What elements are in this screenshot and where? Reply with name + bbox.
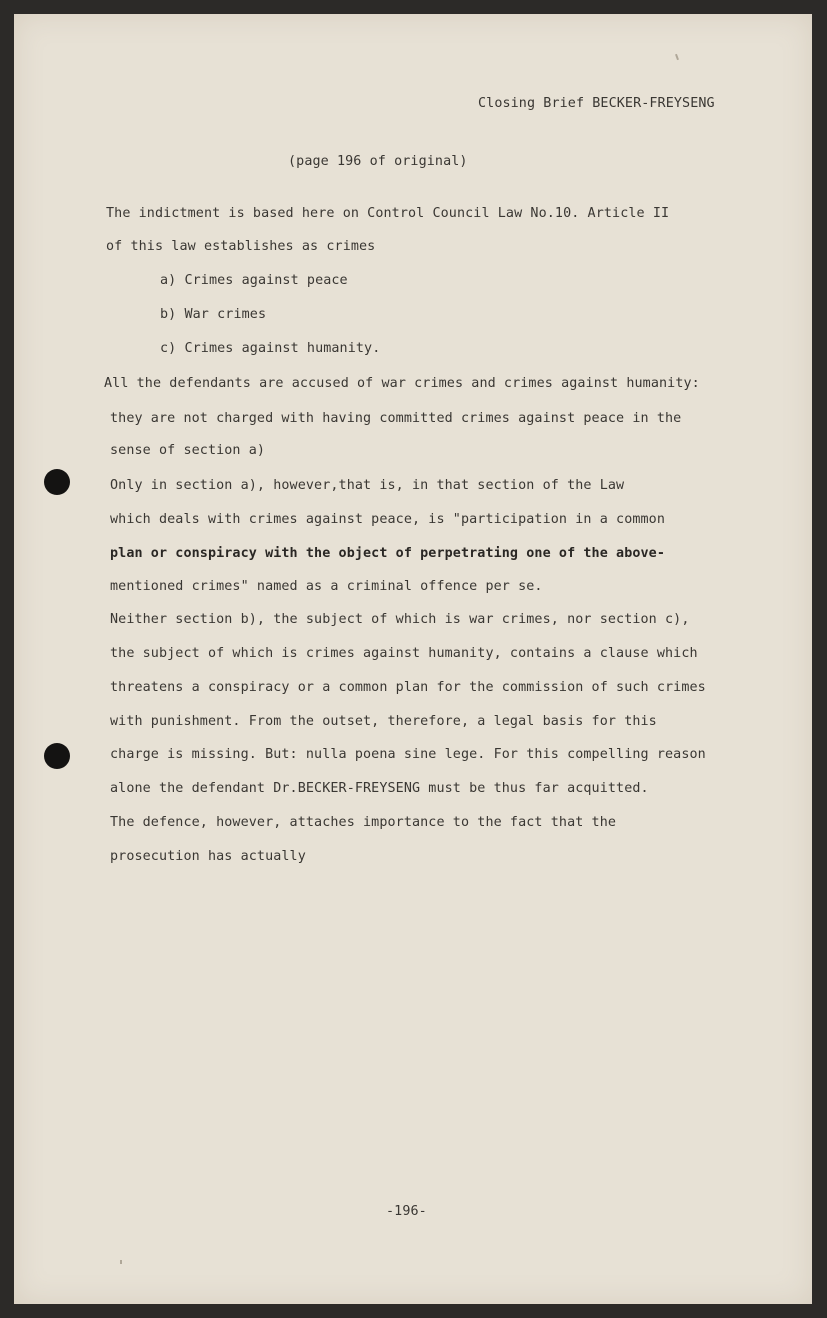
text-line: The indictment is based here on Control Council Law No.10. Article II <box>106 206 670 221</box>
paper-mark <box>675 54 679 60</box>
text-line: The defence, however, attaches importance to the fact that the <box>110 815 617 830</box>
punch-hole <box>44 743 70 769</box>
text-line: they are not charged with having committed crimes against peace in the <box>110 411 682 426</box>
paper-mark <box>120 1260 122 1264</box>
list-item: b) War crimes <box>160 307 267 322</box>
text-line: plan or conspiracy with the object of perpetrating one of the above- <box>110 546 666 561</box>
text-line: alone the defendant Dr.BECKER-FREYSENG must be thus far acquitted. <box>110 781 649 796</box>
page-reference: (page 196 of original) <box>288 154 468 169</box>
text-line: prosecution has actually <box>110 849 306 864</box>
document-page <box>14 14 812 1304</box>
text-line: All the defendants are accused of war crimes and crimes against humanity: <box>104 376 700 391</box>
text-line: charge is missing. But: nulla poena sine lege. For this compelling reason <box>110 747 706 762</box>
text-line: Neither section b), the subject of which is war crimes, nor section c), <box>110 612 690 627</box>
text-line: Only in section a), however,that is, in that section of the Law <box>110 478 625 493</box>
list-item: a) Crimes against peace <box>160 273 348 288</box>
text-line: with punishment. From the outset, therefore, a legal basis for this <box>110 714 657 729</box>
text-line: sense of section a) <box>110 443 266 458</box>
text-line: mentioned crimes" named as a criminal offence per se. <box>110 579 543 594</box>
page-number: -196- <box>386 1204 427 1219</box>
punch-hole <box>44 469 70 495</box>
text-line: threatens a conspiracy or a common plan for the commission of such crimes <box>110 680 706 695</box>
text-line: of this law establishes as crimes <box>106 239 376 254</box>
text-line: the subject of which is crimes against humanity, contains a clause which <box>110 646 698 661</box>
running-title: Closing Brief BECKER-FREYSENG <box>478 96 715 111</box>
text-line: which deals with crimes against peace, is "participation in a common <box>110 512 666 527</box>
list-item: c) Crimes against humanity. <box>160 341 381 356</box>
